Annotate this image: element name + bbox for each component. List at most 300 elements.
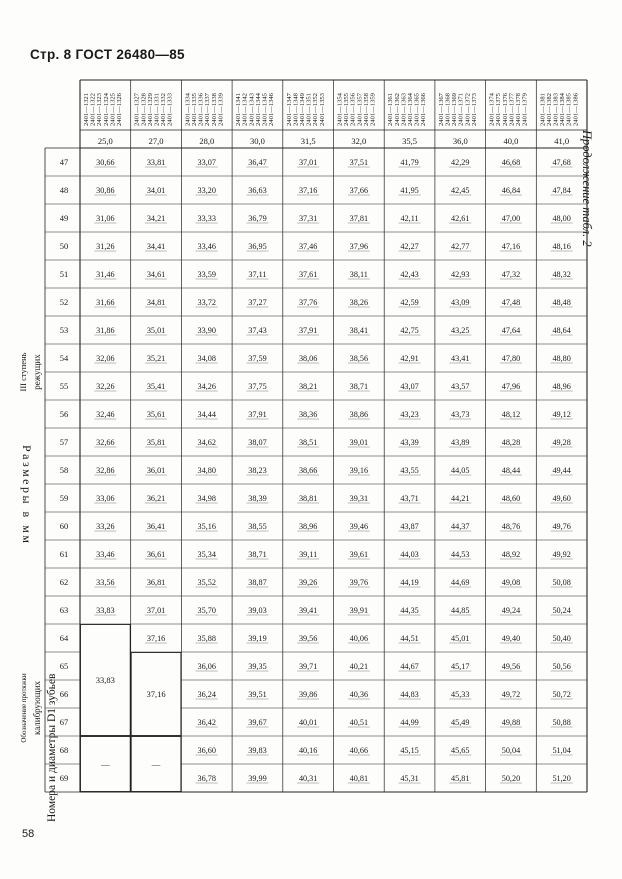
broach-code: 2401—1321 bbox=[83, 93, 90, 126]
merged-cell-value: — bbox=[151, 759, 161, 769]
diameter-value: 38,06 bbox=[298, 354, 318, 363]
diameter-value: 39,16 bbox=[349, 466, 369, 475]
broach-code: 2401—1346 bbox=[268, 93, 276, 126]
broach-code: 2401—1361 bbox=[387, 93, 395, 126]
diameter-value: 32,86 bbox=[96, 466, 115, 475]
diameter-value: 37,11 bbox=[248, 270, 267, 279]
merged-cell-value: 37,16 bbox=[146, 689, 166, 699]
broach-code: 2401—1374 bbox=[488, 93, 496, 126]
tooth-number: 56 bbox=[59, 409, 69, 419]
diameter-value: 47,00 bbox=[501, 214, 521, 223]
diameter-value: 44,19 bbox=[400, 578, 419, 587]
diameter-value: 31,46 bbox=[96, 270, 115, 279]
diameter-value: 33,59 bbox=[197, 270, 216, 279]
diameter-value: 30,86 bbox=[96, 186, 115, 195]
diameter-value: 38,71 bbox=[248, 550, 267, 559]
diameter-value: 35,88 bbox=[197, 634, 216, 643]
broach-code: 2401—1353 bbox=[318, 93, 326, 126]
diameter-value: 32,06 bbox=[96, 354, 115, 363]
diameter-value: 35,70 bbox=[197, 606, 216, 615]
diameter-value: 37,43 bbox=[248, 326, 267, 335]
diameter-value: 50,08 bbox=[552, 578, 571, 587]
merged-cell-value: 33,83 bbox=[95, 675, 115, 685]
diameter-value: 49,08 bbox=[501, 578, 521, 587]
broach-code: 2401—1363 bbox=[400, 93, 408, 126]
diameter-value: 49,72 bbox=[501, 690, 521, 699]
diameter-value: 33,33 bbox=[197, 214, 216, 223]
diameter-value: 34,80 bbox=[197, 466, 216, 475]
diameter-value: 49,40 bbox=[501, 634, 521, 643]
diameter-value: 45,49 bbox=[451, 718, 470, 727]
tooth-number: 67 bbox=[59, 717, 69, 727]
tooth-number: 65 bbox=[59, 661, 69, 671]
diameter-value: 48,76 bbox=[501, 522, 521, 531]
diameter-value: 47,64 bbox=[501, 326, 521, 335]
diameter-value: 38,81 bbox=[298, 494, 318, 503]
broach-code: 2401—1366 bbox=[420, 93, 428, 126]
diameter-value: 35,81 bbox=[146, 438, 166, 447]
tooth-number: 69 bbox=[59, 773, 69, 783]
diameter-value: 35,21 bbox=[146, 354, 166, 363]
diameter-value: 32,26 bbox=[96, 382, 115, 391]
diameter-value: 42,43 bbox=[400, 270, 419, 279]
diameter-value: 45,33 bbox=[451, 690, 470, 699]
diameter-value: 31,26 bbox=[96, 242, 115, 251]
diameter-value: 49,60 bbox=[552, 494, 571, 503]
diameter-value: 37,31 bbox=[298, 214, 318, 223]
tooth-number: 51 bbox=[59, 269, 69, 279]
tooth-number: 66 bbox=[59, 689, 69, 699]
group-label-calibrating: калибрующих bbox=[32, 680, 42, 736]
merged-cell-value: — bbox=[101, 759, 110, 769]
diameter-value: 38,21 bbox=[298, 382, 318, 391]
tooth-number: 48 bbox=[59, 185, 69, 195]
diameter-value: 39,51 bbox=[248, 690, 267, 699]
page-header: Стр. 8 ГОСТ 26480—85 bbox=[30, 47, 185, 62]
tooth-number: 58 bbox=[59, 465, 69, 475]
diameter-value: 37,81 bbox=[349, 214, 369, 223]
broach-code: 2401—1381 bbox=[539, 93, 547, 126]
diameter-value: 37,16 bbox=[146, 634, 166, 643]
diameter-value: 39,76 bbox=[349, 578, 369, 587]
diameter-value: 37,75 bbox=[248, 382, 267, 391]
diameter-value: 33,06 bbox=[96, 494, 115, 503]
broach-code: 2401—1348 bbox=[292, 93, 300, 126]
diameter-value: 39,56 bbox=[298, 634, 318, 643]
diameter-value: 36,21 bbox=[146, 494, 166, 503]
diameter-value: 34,62 bbox=[197, 438, 216, 447]
diameter-value: 41,95 bbox=[400, 186, 419, 195]
broach-code: 2401—1341 bbox=[235, 93, 243, 126]
diameter-value: 36,81 bbox=[146, 578, 166, 587]
diameter-value: 47,96 bbox=[501, 382, 521, 391]
diameter-value: 34,41 bbox=[146, 242, 166, 251]
teeth-numbers-title: Номера и диаметры D1 зубьев bbox=[46, 673, 58, 822]
tooth-number: 52 bbox=[59, 297, 69, 307]
broach-code: 2401—1352 bbox=[312, 93, 320, 126]
diameter-value: 37,16 bbox=[298, 186, 318, 195]
tooth-number: 50 bbox=[59, 241, 69, 251]
diameter-value: 41,79 bbox=[400, 158, 419, 167]
page-number: 58 bbox=[22, 828, 35, 840]
group-label-reaming: режущих bbox=[32, 354, 42, 390]
diameter-value: 43,39 bbox=[400, 438, 419, 447]
diameter-value: 42,77 bbox=[451, 242, 470, 251]
broach-code: 2401—1364 bbox=[407, 93, 414, 126]
header-designation: Обозначение протяжки bbox=[20, 673, 28, 743]
diameter-value: 48,92 bbox=[501, 550, 521, 559]
broach-code: 2401—1365 bbox=[413, 93, 421, 126]
diameter-value: 34,44 bbox=[197, 410, 216, 419]
diameter-value: 37,96 bbox=[349, 242, 369, 251]
broach-code: 2401—1327 bbox=[133, 93, 141, 126]
diameter-value: 45,01 bbox=[451, 634, 470, 643]
broach-code: 2401—1384 bbox=[559, 93, 567, 126]
diameter-value: 50,72 bbox=[552, 690, 571, 699]
diameter-value: 49,28 bbox=[552, 438, 571, 447]
diameter-value: 44,99 bbox=[400, 718, 419, 727]
broach-code: 2401—1379 bbox=[521, 93, 529, 126]
diameter-value: 37,59 bbox=[248, 354, 267, 363]
diameter-value: 42,59 bbox=[400, 298, 419, 307]
diameter-value: 36,47 bbox=[248, 158, 267, 167]
diameter-value: 42,93 bbox=[451, 270, 470, 279]
diameter-value: 45,17 bbox=[451, 662, 470, 671]
diameter-value: 31,66 bbox=[96, 298, 115, 307]
diameter-value: 43,89 bbox=[451, 438, 470, 447]
diameter-value: 36,60 bbox=[197, 746, 216, 755]
diameter-value: 46,84 bbox=[501, 186, 521, 195]
broach-code: 2401—1333 bbox=[166, 93, 174, 126]
diameter-value: 50,88 bbox=[552, 718, 571, 727]
diameter-value: 36,41 bbox=[146, 522, 166, 531]
diameter-value: 43,25 bbox=[451, 326, 470, 335]
tooth-number: 47 bbox=[59, 157, 69, 167]
broach-code: 2401—1376 bbox=[501, 93, 509, 126]
tooth-number: 61 bbox=[59, 549, 69, 559]
broach-code: 2401—1345 bbox=[261, 93, 269, 126]
broach-code: 2401—1359 bbox=[369, 93, 377, 126]
diameter-value: 34,01 bbox=[146, 186, 166, 195]
diameter-value: 43,71 bbox=[400, 494, 419, 503]
nominal-size: 28,0 bbox=[199, 136, 215, 146]
diameter-value: 44,03 bbox=[400, 550, 419, 559]
broach-code: 2401—1357 bbox=[356, 93, 364, 126]
diameter-value: 44,83 bbox=[400, 690, 419, 699]
diameter-value: 49,56 bbox=[501, 662, 521, 671]
diameter-value: 34,81 bbox=[146, 298, 166, 307]
broach-code: 2401—1378 bbox=[515, 93, 522, 126]
tooth-number: 68 bbox=[59, 745, 69, 755]
diameter-value: 43,87 bbox=[400, 522, 419, 531]
diameter-value: 35,01 bbox=[146, 326, 166, 335]
diameter-value: 43,23 bbox=[400, 410, 419, 419]
diameter-value: 38,96 bbox=[298, 522, 318, 531]
diameter-value: 33,56 bbox=[96, 578, 115, 587]
diameter-value: 37,27 bbox=[248, 298, 267, 307]
diameter-value: 45,81 bbox=[451, 774, 470, 783]
diameter-value: 40,66 bbox=[349, 746, 369, 755]
diameter-value: 33,46 bbox=[197, 242, 216, 251]
broach-code: 2401—1344 bbox=[254, 93, 262, 126]
diameter-value: 34,26 bbox=[197, 382, 216, 391]
diameter-value: 44,21 bbox=[451, 494, 470, 503]
diameter-value: 34,61 bbox=[146, 270, 166, 279]
diameter-value: 48,48 bbox=[552, 298, 571, 307]
diameter-value: 39,99 bbox=[248, 774, 267, 783]
diameter-value: 33,90 bbox=[197, 326, 216, 335]
broach-code: 2401—1332 bbox=[160, 93, 168, 126]
broach-code: 2401—1385 bbox=[565, 93, 573, 126]
diameter-value: 40,06 bbox=[349, 634, 369, 643]
broach-code: 2401—1339 bbox=[217, 93, 225, 126]
diameter-value: 48,28 bbox=[501, 438, 521, 447]
diameter-value: 38,56 bbox=[349, 354, 369, 363]
diameter-value: 31,06 bbox=[96, 214, 115, 223]
diameter-value: 47,32 bbox=[501, 270, 521, 279]
diameter-value: 42,61 bbox=[451, 214, 470, 223]
broach-code: 2401—1386 bbox=[572, 93, 580, 126]
diameter-value: 42,11 bbox=[400, 214, 419, 223]
group-label-stage: III ступень bbox=[18, 352, 28, 392]
diameter-value: 47,80 bbox=[501, 354, 521, 363]
diameter-value: 36,61 bbox=[146, 550, 166, 559]
diameter-value: 39,03 bbox=[248, 606, 267, 615]
diameter-value: 38,36 bbox=[298, 410, 318, 419]
diameter-value: 40,81 bbox=[349, 774, 369, 783]
diameter-value: 33,07 bbox=[197, 158, 216, 167]
diameter-value: 48,12 bbox=[501, 410, 521, 419]
diameter-value: 44,35 bbox=[400, 606, 419, 615]
diameter-value: 43,73 bbox=[451, 410, 470, 419]
diameter-value: 43,09 bbox=[451, 298, 470, 307]
diameter-value: 39,35 bbox=[248, 662, 267, 671]
broach-code: 2401—1329 bbox=[146, 93, 154, 126]
diameter-value: 34,21 bbox=[146, 214, 166, 223]
diameter-value: 45,65 bbox=[451, 746, 470, 755]
diameter-value: 39,91 bbox=[349, 606, 369, 615]
broach-code: 2401—1382 bbox=[545, 93, 553, 126]
diameter-value: 42,91 bbox=[400, 354, 419, 363]
diameter-value: 36,79 bbox=[248, 214, 267, 223]
diameter-value: 35,61 bbox=[146, 410, 166, 419]
broach-code: 2401—1335 bbox=[191, 93, 198, 126]
diameter-value: 39,01 bbox=[349, 438, 369, 447]
diameter-value: 48,64 bbox=[552, 326, 571, 335]
broach-code: 2401—1328 bbox=[140, 93, 148, 126]
diameter-value: 40,31 bbox=[298, 774, 318, 783]
broach-code: 2401—1324 bbox=[102, 93, 110, 126]
diameter-value: 35,34 bbox=[197, 550, 216, 559]
diameter-value: 49,24 bbox=[501, 606, 521, 615]
diameter-value: 50,04 bbox=[501, 746, 521, 755]
diameter-value: 38,23 bbox=[248, 466, 267, 475]
tooth-number: 49 bbox=[59, 213, 69, 223]
nominal-size: 25,0 bbox=[97, 136, 113, 146]
broach-code: 2401—1373 bbox=[470, 93, 478, 126]
diameter-value: 47,16 bbox=[501, 242, 521, 251]
diameter-value: 37,91 bbox=[298, 326, 318, 335]
diameter-value: 43,41 bbox=[451, 354, 470, 363]
diameter-value: 36,42 bbox=[197, 718, 216, 727]
diameter-value: 37,91 bbox=[248, 410, 267, 419]
broach-code: 2401—1369 bbox=[451, 93, 459, 126]
diameter-value: 36,95 bbox=[248, 242, 267, 251]
broach-code: 2401—1334 bbox=[184, 93, 192, 126]
diameter-value: 48,44 bbox=[501, 466, 521, 475]
diameter-value: 36,24 bbox=[197, 690, 216, 699]
diameter-value: 49,88 bbox=[501, 718, 521, 727]
diameter-value: 36,78 bbox=[197, 774, 216, 783]
diameter-value: 38,26 bbox=[349, 298, 369, 307]
broach-code: 2401—1322 bbox=[89, 93, 97, 126]
diameter-value: 32,66 bbox=[96, 438, 115, 447]
diameter-value: 43,57 bbox=[451, 382, 470, 391]
diameter-value: 35,52 bbox=[197, 578, 216, 587]
diameter-value: 33,81 bbox=[146, 158, 166, 167]
nominal-size: 35,5 bbox=[402, 136, 417, 146]
diameter-value: 47,48 bbox=[501, 298, 521, 307]
diameter-value: 40,16 bbox=[298, 746, 318, 755]
broach-code: 2401—1383 bbox=[552, 93, 560, 126]
diameter-value: 44,05 bbox=[451, 466, 470, 475]
diameter-value: 50,56 bbox=[552, 662, 571, 671]
diameter-value: 40,36 bbox=[349, 690, 369, 699]
broach-code: 2401—1331 bbox=[153, 93, 161, 126]
diameter-value: 42,27 bbox=[400, 242, 419, 251]
nominal-size: 36,0 bbox=[452, 136, 468, 146]
nominal-size: 31,5 bbox=[300, 136, 316, 146]
tooth-number: 59 bbox=[59, 493, 69, 503]
diameter-value: 34,08 bbox=[197, 354, 216, 363]
diameter-value: 50,40 bbox=[552, 634, 571, 643]
tooth-number: 55 bbox=[59, 381, 69, 391]
diameter-value: 38,87 bbox=[248, 578, 267, 587]
diameter-value: 51,04 bbox=[552, 746, 571, 755]
nominal-size: 41,0 bbox=[554, 136, 570, 146]
diameter-value: 38,71 bbox=[349, 382, 369, 391]
broach-code: 2401—1371 bbox=[457, 93, 465, 126]
diameter-value: 40,51 bbox=[349, 718, 369, 727]
diameter-value: 45,31 bbox=[400, 774, 419, 783]
tooth-number: 60 bbox=[59, 521, 69, 531]
diameter-value: 44,53 bbox=[451, 550, 470, 559]
diameter-value: 44,69 bbox=[451, 578, 470, 587]
diameter-value: 38,11 bbox=[349, 270, 368, 279]
diameter-value: 48,60 bbox=[501, 494, 521, 503]
broach-code: 2401—1323 bbox=[96, 93, 104, 126]
nominal-size: 27,0 bbox=[148, 136, 164, 146]
diameter-value: 44,51 bbox=[400, 634, 419, 643]
broach-code: 2401—1372 bbox=[464, 93, 472, 126]
diameter-value: 44,67 bbox=[400, 662, 419, 671]
diameter-value: 34,98 bbox=[197, 494, 216, 503]
diameter-value: 39,19 bbox=[248, 634, 267, 643]
diameter-value: 38,51 bbox=[298, 438, 318, 447]
broach-code: 2401—1377 bbox=[508, 93, 516, 126]
diameter-value: 49,12 bbox=[552, 410, 571, 419]
tooth-number: 54 bbox=[59, 353, 69, 363]
diameter-value: 36,63 bbox=[248, 186, 267, 195]
diameter-value: 38,66 bbox=[298, 466, 318, 475]
broach-code: 2401—1336 bbox=[197, 93, 205, 126]
diameter-value: 45,15 bbox=[400, 746, 419, 755]
broach-code: 2401—1347 bbox=[285, 93, 293, 126]
diameter-value: 38,41 bbox=[349, 326, 369, 335]
diameter-value: 37,76 bbox=[298, 298, 318, 307]
diameter-value: 37,51 bbox=[349, 158, 369, 167]
broach-code: 2401—1356 bbox=[349, 93, 357, 126]
table-continuation-label: Продолжение табл. 2 bbox=[580, 130, 594, 247]
diameter-value: 38,55 bbox=[248, 522, 267, 531]
diameter-value: 33,83 bbox=[96, 606, 115, 615]
tooth-number: 63 bbox=[59, 605, 69, 615]
diameter-value: 50,20 bbox=[501, 774, 521, 783]
broach-code: 2401—1368 bbox=[444, 93, 452, 126]
diameter-value: 43,07 bbox=[400, 382, 419, 391]
diameter-value: 30,66 bbox=[96, 158, 115, 167]
diameter-value: 39,46 bbox=[349, 522, 369, 531]
broach-code: 2401—1351 bbox=[305, 93, 313, 126]
diameter-value: 42,75 bbox=[400, 326, 419, 335]
broach-code: 2401—1375 bbox=[495, 93, 503, 126]
diameter-value: 35,16 bbox=[197, 522, 216, 531]
broach-code: 2401—1355 bbox=[343, 93, 351, 126]
diameter-value: 38,07 bbox=[248, 438, 267, 447]
diameter-value: 36,01 bbox=[146, 466, 166, 475]
tooth-number: 64 bbox=[59, 633, 69, 643]
diameter-value: 49,76 bbox=[552, 522, 571, 531]
diameter-value: 43,55 bbox=[400, 466, 419, 475]
diameter-value: 49,92 bbox=[552, 550, 571, 559]
tooth-number: 57 bbox=[59, 437, 69, 447]
nominal-size: 32,0 bbox=[351, 136, 367, 146]
diameter-value: 37,01 bbox=[146, 606, 166, 615]
broach-code: 2401—1362 bbox=[393, 93, 401, 126]
diameter-value: 38,39 bbox=[248, 494, 267, 503]
diameter-value: 39,31 bbox=[349, 494, 369, 503]
broach-code: 2401—1326 bbox=[116, 93, 123, 126]
broach-code: 2401—1338 bbox=[210, 93, 218, 126]
diameter-value: 37,01 bbox=[298, 158, 318, 167]
diameter-value: 39,11 bbox=[299, 550, 318, 559]
diameter-value: 48,16 bbox=[552, 242, 571, 251]
diameter-value: 32,46 bbox=[96, 410, 115, 419]
diameter-value: 37,61 bbox=[298, 270, 318, 279]
diameter-value: 39,41 bbox=[298, 606, 318, 615]
diameter-value: 48,00 bbox=[552, 214, 571, 223]
broach-code: 2401—1325 bbox=[109, 93, 117, 126]
diameter-value: 39,67 bbox=[248, 718, 267, 727]
broach-code: 2401—1349 bbox=[299, 93, 306, 126]
diameter-value: 33,46 bbox=[96, 550, 115, 559]
diameter-value: 42,45 bbox=[451, 186, 470, 195]
diameter-value: 49,44 bbox=[552, 466, 571, 475]
diameter-value: 47,84 bbox=[552, 186, 571, 195]
broach-code: 2401—1354 bbox=[336, 93, 344, 126]
diameter-value: 36,06 bbox=[197, 662, 216, 671]
diameter-value: 51,20 bbox=[552, 774, 571, 783]
diameter-value: 48,32 bbox=[552, 270, 571, 279]
diameter-value: 33,20 bbox=[197, 186, 216, 195]
diameter-value: 44,37 bbox=[451, 522, 470, 531]
diameter-value: 46,68 bbox=[501, 158, 521, 167]
diameter-value: 39,26 bbox=[298, 578, 318, 587]
diameter-value: 31,86 bbox=[96, 326, 115, 335]
diameter-value: 33,72 bbox=[197, 298, 216, 307]
diameter-value: 47,68 bbox=[552, 158, 571, 167]
diameter-value: 40,01 bbox=[298, 718, 318, 727]
